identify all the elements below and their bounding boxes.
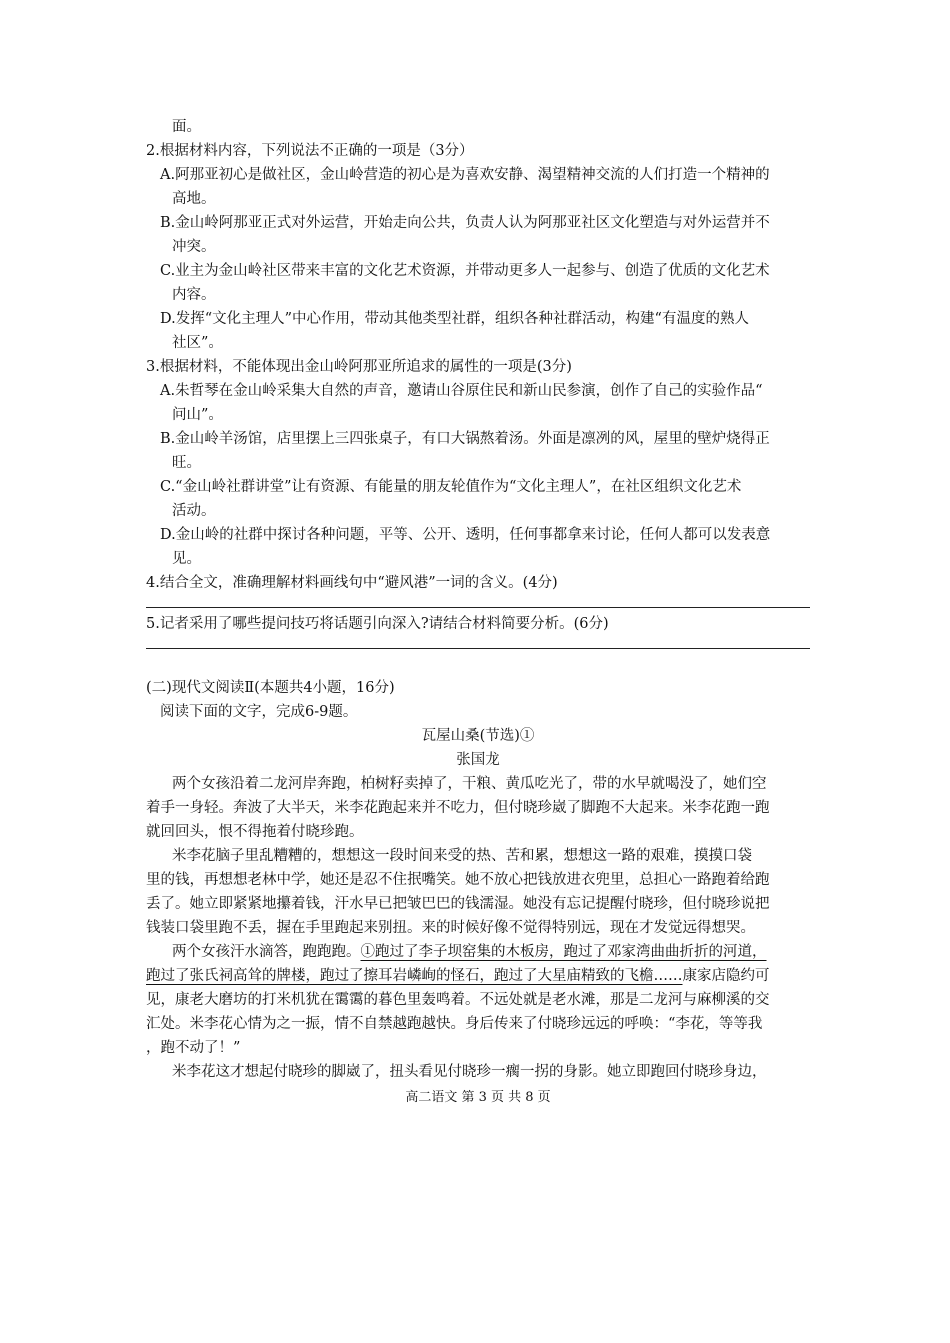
- passage-title: 瓦屋山桑(节选)①: [421, 728, 535, 744]
- section-heading: (二)现代文阅读Ⅱ(本题共4小题，16分): [146, 680, 395, 696]
- q3-option-d-cont: 见。: [172, 551, 201, 567]
- paragraph-line: 米李花脑子里乱糟糟的，想想这一段时间来受的热、苦和累，想想这一路的艰难，摸摸口袋: [172, 848, 752, 864]
- q3-option-c-cont: 活动。: [172, 503, 216, 519]
- q2-option-b-cont: 冲突。: [172, 239, 216, 255]
- paragraph-line: 钱装口袋里跑不丢，握在手里跑起来别扭。来的时候好像不觉得特别远，现在才发觉远得想哭。: [146, 920, 755, 936]
- paragraph-line: 着手一身轻。奔波了大半天，米李花跑起来并不吃力，但付晓珍崴了脚跑不大起来。米李花跑一跑: [146, 800, 770, 816]
- q2-option-a-cont: 高地。: [172, 191, 216, 207]
- question-3: 3.根据材料，不能体现出金山岭阿那亚所追求的属性的一项是(3分): [146, 359, 572, 375]
- paragraph-line: 就回回头，恨不得拖着付晓珍跑。: [146, 824, 364, 840]
- q3-option-d: D.金山岭的社群中探讨各种问题，平等、公开、透明，任何事都拿来讨论，任何人都可以发表意: [160, 527, 771, 543]
- paragraph-line: [172, 941, 767, 963]
- answer-line: [146, 607, 810, 608]
- q2-option-c-cont: 内容。: [172, 287, 216, 303]
- q2-option-a: A.阿那亚初心是做社区，金山岭营造的初心是为喜欢安静、渴望精神交流的人们打造一个精神的: [160, 167, 770, 183]
- q3-option-b-cont: 旺。: [172, 455, 201, 471]
- paragraph-line: ，跑不动了！”: [146, 1040, 241, 1056]
- paragraph-line: 汇处。米李花心情为之一振，情不自禁越跑越快。身后传来了付晓珍远远的呼唤：“李花，等等我: [146, 1016, 763, 1032]
- instruction: 阅读下面的文字，完成6-9题。: [160, 704, 358, 720]
- page-footer: 高二语文 第 3 页 共 8 页: [405, 1090, 551, 1105]
- passage-author: 张国龙: [456, 752, 500, 768]
- plain-text: 两个女孩汗水滴答，跑跑跑。: [172, 944, 361, 960]
- q2-option-d: D.发挥“文化主理人”中心作用，带动其他类型社群，组织各种社群活动，构建“有温度的熟人: [160, 311, 749, 327]
- q3-option-c: C.“金山岭社群讲堂”让有资源、有能量的朋友轮值作为“文化主理人”，在社区组织文化艺术: [160, 479, 742, 495]
- underlined-sentence: 跑过了张氏祠高耸的牌楼，跑过了擦耳岩嶙峋的怪石，跑过了大星庙精致的飞檐……: [146, 968, 683, 984]
- question-5: 5.记者采用了哪些提问技巧将话题引向深入?请结合材料简要分析。(6分): [146, 616, 609, 632]
- paragraph-line: [146, 965, 810, 987]
- q2-option-b: B.金山岭阿那亚正式对外运营，开始走向公共，负责人认为阿那亚社区文化塑造与对外运营并不: [160, 215, 770, 231]
- q3-option-a: A.朱哲琴在金山岭采集大自然的声音，邀请山谷原住民和新山民参演，创作了自己的实验作品“: [160, 383, 763, 399]
- question-4: 4.结合全文，准确理解材料画线句中“避风港”一词的含义。(4分): [146, 575, 558, 591]
- text-line: 面。: [172, 119, 201, 135]
- q2-option-d-cont: 社区”。: [172, 335, 223, 351]
- underlined-sentence: ①跑过了李子坝窑集的木板房，跑过了邓家湾曲曲折折的河道，: [360, 944, 767, 960]
- paragraph-line: 两个女孩沿着二龙河岸奔跑，柏树籽卖掉了，干粮、黄瓜吃光了，带的水早就喝没了，她们空: [172, 776, 767, 792]
- q3-option-b: B.金山岭羊汤馆，店里摆上三四张桌子，有口大锅熬着汤。外面是凛冽的风，屋里的壁炉烧得正: [160, 431, 770, 447]
- paragraph-line: 米李花这才想起付晓珍的脚崴了，扭头看见付晓珍一瘸一拐的身影。她立即跑回付晓珍身边，: [172, 1064, 767, 1080]
- answer-line: [146, 648, 810, 649]
- plain-text: 康家店隐约可: [682, 968, 770, 984]
- q3-option-a-cont: 问山”。: [172, 407, 223, 423]
- paragraph-line: 丢了。她立即紧紧地攥着钱，汗水早已把皱巴巴的钱濡湿。她没有忘记提醒付晓珍，但付晓珍说把: [146, 896, 770, 912]
- paragraph-line: 见，康老大磨坊的打米机犹在霭霭的暮色里轰鸣着。不远处就是老水滩，那是二龙河与麻柳溪的交: [146, 992, 770, 1008]
- question-2: 2.根据材料内容，下列说法不正确的一项是（3分）: [146, 143, 474, 159]
- q2-option-c: C.业主为金山岭社区带来丰富的文化艺术资源，并带动更多人一起参与、创造了优质的文化艺术: [160, 263, 770, 279]
- paragraph-line: 里的钱，再想想老林中学，她还是忍不住抿嘴笑。她不放心把钱放进衣兜里，总担心一路跑着给跑: [146, 872, 770, 888]
